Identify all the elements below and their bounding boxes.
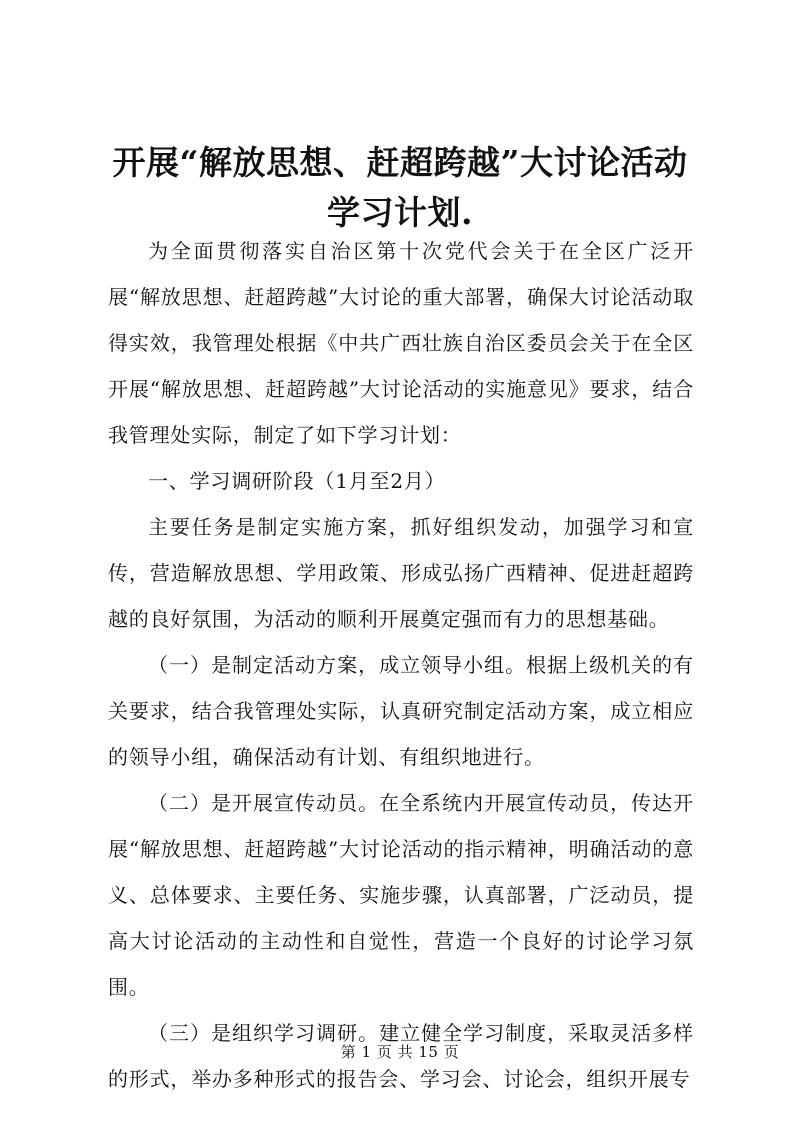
main-task-paragraph: 主要任务是制定实施方案，抓好组织发动，加强学习和宣传，营造解放思想、学用政策、形成弘扬广西精神、促进赶超跨越的良好氛围，为活动的顺利开展奠定强而有力的思想基础。	[108, 515, 694, 631]
page-number: 第 1 页 共 15 页	[340, 1043, 460, 1061]
item-three-paragraph: （三）是组织学习调研。建立健全学习制度，采取灵活多样的形式，举办多种形式的报告会、学习会、讨论会，组织开展专	[108, 1021, 694, 1091]
intro-paragraph: 为全面贯彻落实自治区第十次党代会关于在全区广泛开展“解放思想、赶超跨越”大讨论的重大部署，确保大讨论活动取得实效，我管理处根据《中共广西壮族自治区委员会关于在全区开展“解放思想、赶超跨越”大讨论活动的实施意见》要求，结合我管理处实际，制定了如下学习计划：	[108, 239, 694, 447]
section-heading: 一、学习调研阶段（1月至2月）	[148, 469, 446, 493]
document-title: 开展“解放思想、赶超跨越”大讨论活动学习计划.	[112, 143, 688, 232]
item-two-paragraph: （二）是开展宣传动员。在全系统内开展宣传动员，传达开展“解放思想、赶超跨越”大讨论活动的指示精神，明确活动的意义、总体要求、主要任务、实施步骤，认真部署，广泛动员，提高大讨论活动的主动性和自觉性，营造一个良好的讨论学习氛围。	[108, 791, 694, 999]
item-one-paragraph: （一）是制定活动方案，成立领导小组。根据上级机关的有关要求，结合我管理处实际，认真研究制定活动方案，成立相应的领导小组，确保活动有计划、有组织地进行。	[108, 653, 694, 769]
document-body	[108, 228, 694, 1102]
